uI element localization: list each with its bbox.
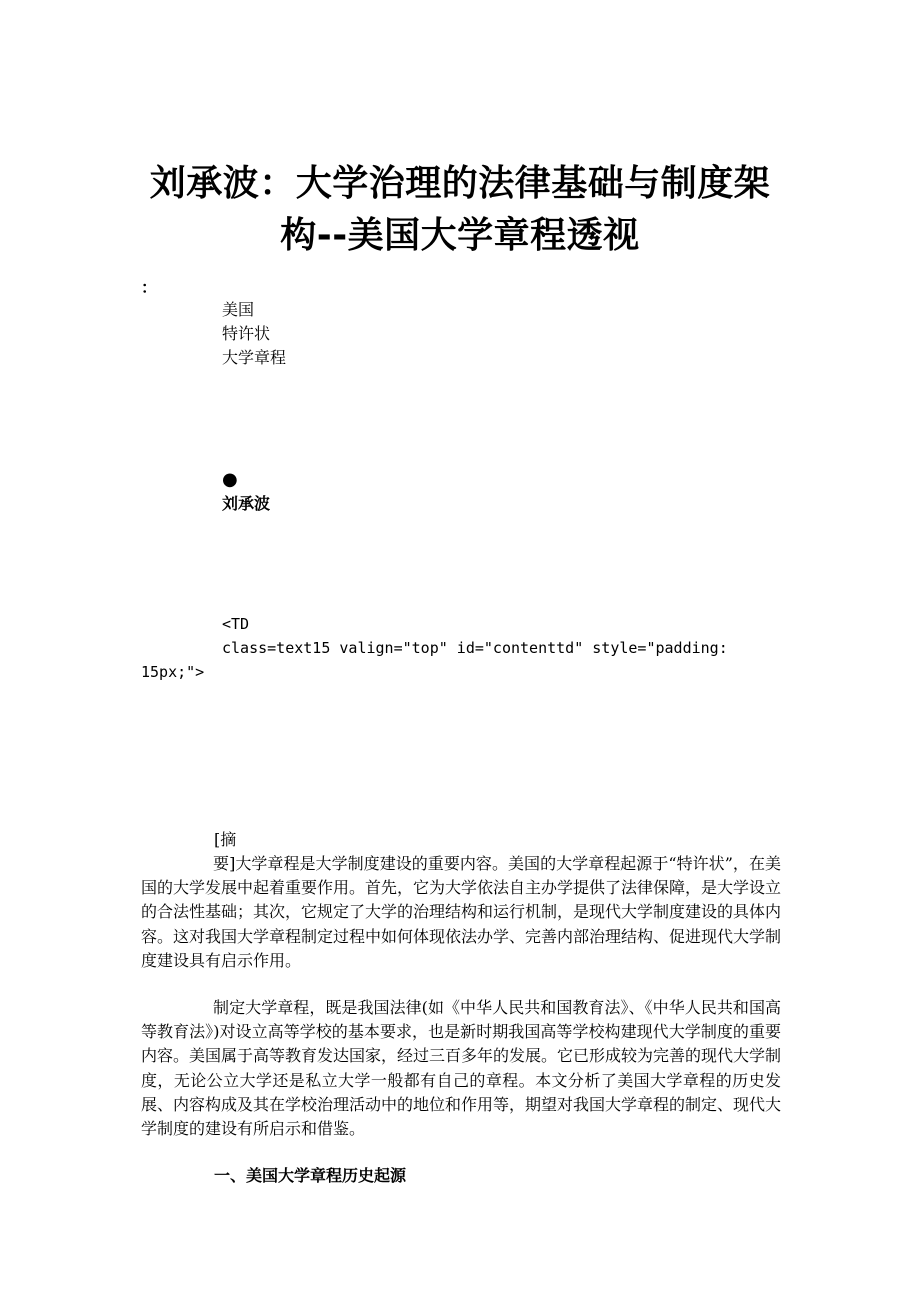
intro-paragraph: [141, 996, 781, 1141]
intro-text: 制定大学章程，既是我国法律(如《中华人民共和国教育法》、《中华人民共和国高等教育法》)对设立高等学校的基本要求，也是新时期我国高等学校构建现代大学制度的重要内容。美国属于高等教育发达国家，经过三百多年的发展。它已形成较为完善的现代大学制度，无论公立大学还是私立大学一般都有自己的章程。本文分析了美国大学章程的历史发展、内容构成及其在学校治理活动中的地位和作用等，期望对我国大学章程的制定、现代大学制度的建设有所启示和借鉴。: [141, 998, 782, 1139]
abstract-text: 要]大学章程是大学制度建设的重要内容。美国的大学章程起源于“特许状”，在美国的大学发展中起着重要作用。首先，它为大学依法自主办学提供了法律保障，是大学设立的合法性基础；其次，它规定了大学的治理结构和运行机制，是现代大学制度建设的具体内容。这对我国大学章程制定过程中如何体现依法办学、完善内部治理结构、促进现代大学制度建设具有启示作用。: [141, 854, 782, 970]
keyword-item: 大学章程: [222, 348, 287, 367]
abstract-heading: [摘: [214, 830, 237, 849]
html-artifact-line-2: class=text15 valign="top" id="contenttd" style="padding:: [222, 639, 728, 657]
html-artifact-line-3: 15px;">: [141, 663, 205, 681]
title-line-2: 构--美国大学章程透视: [280, 215, 640, 256]
author-name: 刘承波: [222, 494, 271, 513]
colon-mark: ：: [141, 278, 158, 297]
html-artifact-line-1: <TD: [222, 615, 250, 633]
bullet-icon: ●: [222, 469, 238, 490]
section-heading: 一、美国大学章程历史起源: [214, 1166, 407, 1185]
abstract-paragraph: [141, 852, 781, 973]
keyword-item: 特许状: [222, 324, 271, 343]
title-line-1: 刘承波：大学治理的法律基础与制度架: [149, 163, 771, 204]
keywords-list: [222, 298, 286, 370]
document-title: [110, 158, 810, 262]
keyword-item: 美国: [222, 300, 255, 319]
